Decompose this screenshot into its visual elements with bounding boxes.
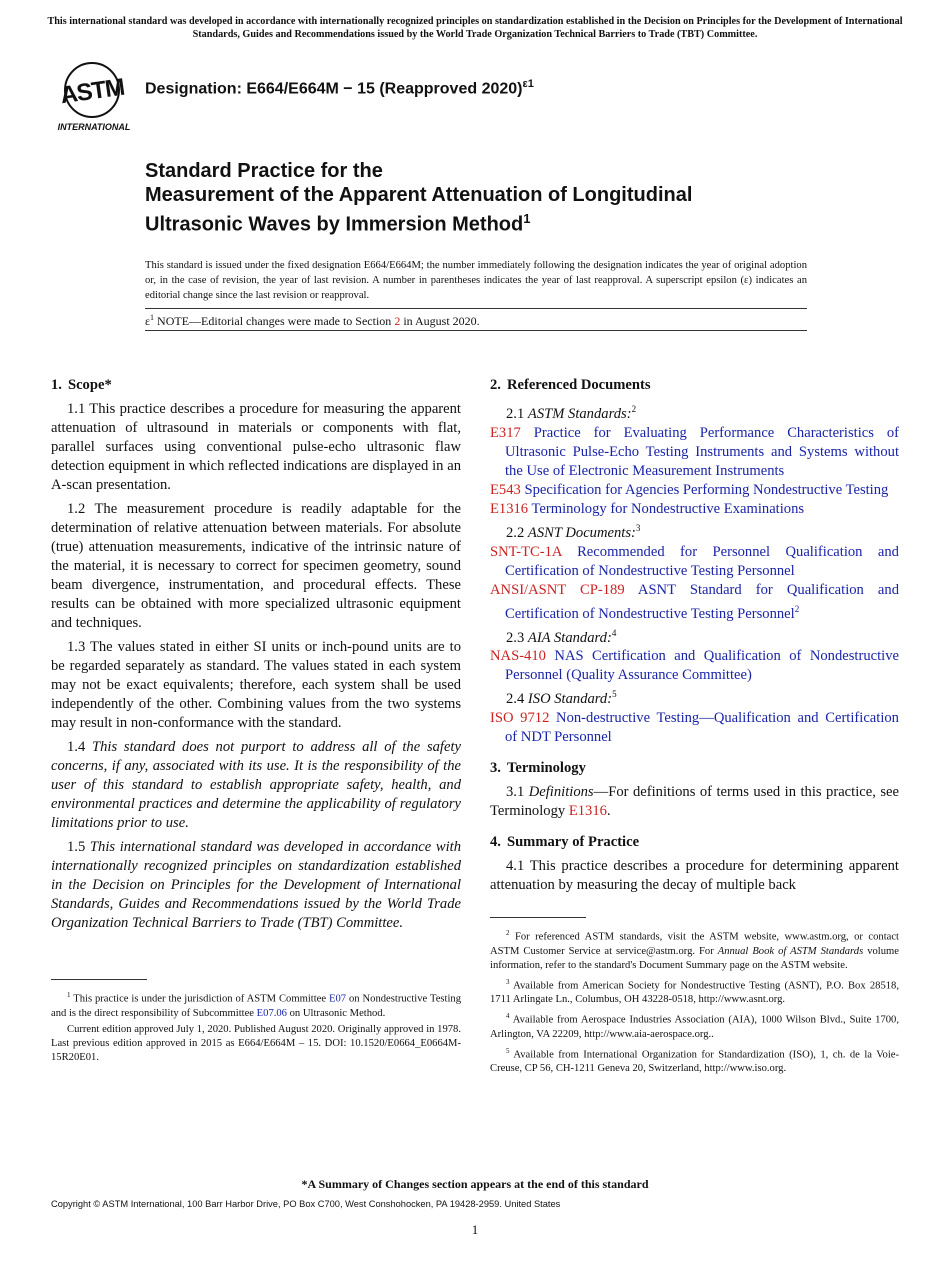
ref-iso-9712[interactable]: ISO 9712 Non-destructive Testing—Qualification and Certification of NDT Personnel [490,710,899,746]
footnote-4: $^4$ Available from Aerospace Industries Association (AIA), 1000 Wilson Blvd., Suite 1700, Arlington, VA 22209, http://www.aia-aerospace.org.. [490,1012,899,1040]
paragraph-1-1: 1.1 This practice describes a procedure for measuring the apparent attenuation of ultrasound in materials or components with flat, parallel surfaces using conventional pulse-echo ultrasonic flaw detection equipment in which reflected indications are displayed in an A-scan presentation. [51,401,461,493]
divider-top [145,308,807,309]
footnote-1: $^1$ This practice is under the jurisdiction of ASTM Committee E07 on Nondestructive Testing and is the direct responsibility of Subcommittee E07.06 on Ultrasonic Method. [51,991,461,1019]
tbt-notice: This international standard was developed in accordance with internationally recognized principles on standardization established in the Decision on Principles for the Development of International Standards, Guides and Recommendations issued by the World Trade Organization Technical Barriers to Trade (TBT) Committee. [47,16,903,40]
title-line-1: Standard Practice for the [145,160,383,182]
paragraph-1-3: 1.3 The values stated in either SI units or inch-pound units are to be regarded separately as standard. The values stated in each system may not be exact equivalents; therefore, each system shall be used independently of the other. Combining values from the two systems may result in non-conformance with the standard. [51,639,461,731]
divider-bottom [145,330,807,331]
title-line-2: Measurement of the Apparent Attenuation of Longitudinal [145,184,693,206]
section-2-heading: 2. Referenced Documents [490,377,651,393]
paragraph-1-4: 1.4 This standard does not purport to address all of the safety concerns, if any, associated with its use. It is the responsibility of the user of this standard to establish appropriate safety, health, and environmental practices and determine the applicability of regulatory limitations prior to use. [51,739,461,831]
ref-nas-410[interactable]: NAS-410 NAS Certification and Qualification of Nondestructive Personnel (Quality Assurance Committee) [490,648,899,684]
e1316-link[interactable]: E1316 [568,803,607,820]
subsection-2-4: 2.4 ISO Standard:$^5$ [506,689,617,708]
section-4-heading: 4. Summary of Practice [490,834,640,851]
designation: Designation: E664/E664M − 15 (Reapproved 2020)$^{\varepsilon 1}$ [145,78,534,98]
copyright: Copyright © ASTM International, 100 Barr Harbor Drive, PO Box C700, West Conshohocken, PA 19428-2959. United States [51,1199,561,1209]
e07-06-link[interactable]: E07.06 [256,1007,287,1019]
footnote-rule-right [490,917,586,918]
paragraph-1-5: 1.5 This international standard was developed in accordance with internationally recognized principles on standardization established in the Decision on Principles for the Development of International Standards, Guides and Recommendations issued by the World Trade Organization Technical Barriers to Trade (TBT) Committee. [51,839,462,931]
subsection-2-2: 2.2 ASNT Documents:$^3$ [506,522,641,541]
left-column [51,376,461,938]
logo-letters: ASTM [58,73,126,110]
footnote-3: $^3$ Available from American Society for Nondestructive Testing (ASNT), P.O. Box 28518, 1711 Arlingate Ln., Columbus, OH 43228-0518, http://www.asnt.org. [490,977,899,1006]
astm-logo [52,60,136,134]
footnote-rule-left [51,979,147,980]
summary-of-changes-note: *A Summary of Changes section appears at the end of this standard [301,1177,649,1191]
footnotes-left [51,988,461,1067]
footnotes-right [490,926,899,1078]
section-2-link[interactable]: 2 [394,314,401,328]
page-number: 1 [471,1222,479,1237]
e07-link[interactable]: E07 [329,993,347,1005]
footnote-2: $^2$ For referenced ASTM standards, visit the ASTM website, www.astm.org, or contact ASTM Customer Service at service@astm.org. For Annual Book of ASTM Standards volume information, refer to the standard's Document Summary page on the ASTM website. [490,929,899,971]
issuance-statement: This standard is issued under the fixed designation E664/E664M; the number immediately following the designation indicates the year of original adoption or, in the case of revision, the year of last revision. A number in parentheses indicates the year of last reapproval. A superscript epsilon (ε) indicates an editorial change since the last revision or reapproval. [145,260,807,301]
epsilon-note: $\varepsilon^1$ NOTE—Editorial changes were made to Section 2 in August 2020. [145,313,480,328]
paragraph-1-2: 1.2 The measurement procedure is readily adaptable for the determination of relative attenuation between materials. For absolute (true) attenuation measurements, indicative of the intrinsic nature of the material, it is necessary to correct for specimen geometry, sound beam divergence, instrumentation, and procedural effects. These results can be obtained with more specialized ultrasonic equipment and techniques. [51,501,461,631]
section-3-heading: 3. Terminology [490,760,586,777]
subsection-2-3: 2.3 AIA Standard:$^4$ [506,627,617,646]
ref-e543[interactable]: E543 Specification for Agencies Performing Nondestructive Testing [490,481,889,498]
ref-snt-tc-1a[interactable]: SNT-TC-1A Recommended for Personnel Qualification and Certification of Nondestructive Testing Personnel [490,543,899,579]
section-1-heading: 1. Scope* [51,377,112,393]
footnote-5: $^5$ Available from International Organization for Standardization (ISO), 1, ch. de la Voie-Creuse, CP 56, CH-1211 Geneva 20, Switzerland, http://www.iso.org. [490,1046,899,1075]
title-line-3: Ultrasonic Waves by Immersion Method$^1$ [145,211,531,236]
ref-e1316[interactable]: E1316 Terminology for Nondestructive Examinations [490,500,805,517]
page-title [145,159,845,237]
subsection-2-1: 2.1 ASTM Standards:$^2$ [506,404,637,422]
paragraph-4-1: 4.1 This practice describes a procedure for determining apparent attenuation by measuring the decay of multiple back [490,858,899,894]
footnote-1-edition: Current edition approved July 1, 2020. Published August 2020. Originally approved in 1978. Last previous edition approved in 2015 as E664/E664M – 15. DOI: 10.1520/E0664_E0664M-15R20E01. [51,1023,461,1063]
paragraph-3-1: 3.1 Definitions—For definitions of terms used in this practice, see Terminology E1316. [490,784,899,820]
logo-caption: INTERNATIONAL [57,122,131,132]
right-column [490,376,899,900]
ref-cp-189[interactable]: ANSI/ASNT CP-189 ASNT Standard for Qualification and Certification of Nondestructive Testing Personnel$^2$ [490,581,899,622]
ref-e317[interactable]: E317 Practice for Evaluating Performance Characteristics of Ultrasonic Pulse-Echo Testing Instruments and Systems without the Use of Electronic Measurement Instruments [490,424,899,479]
